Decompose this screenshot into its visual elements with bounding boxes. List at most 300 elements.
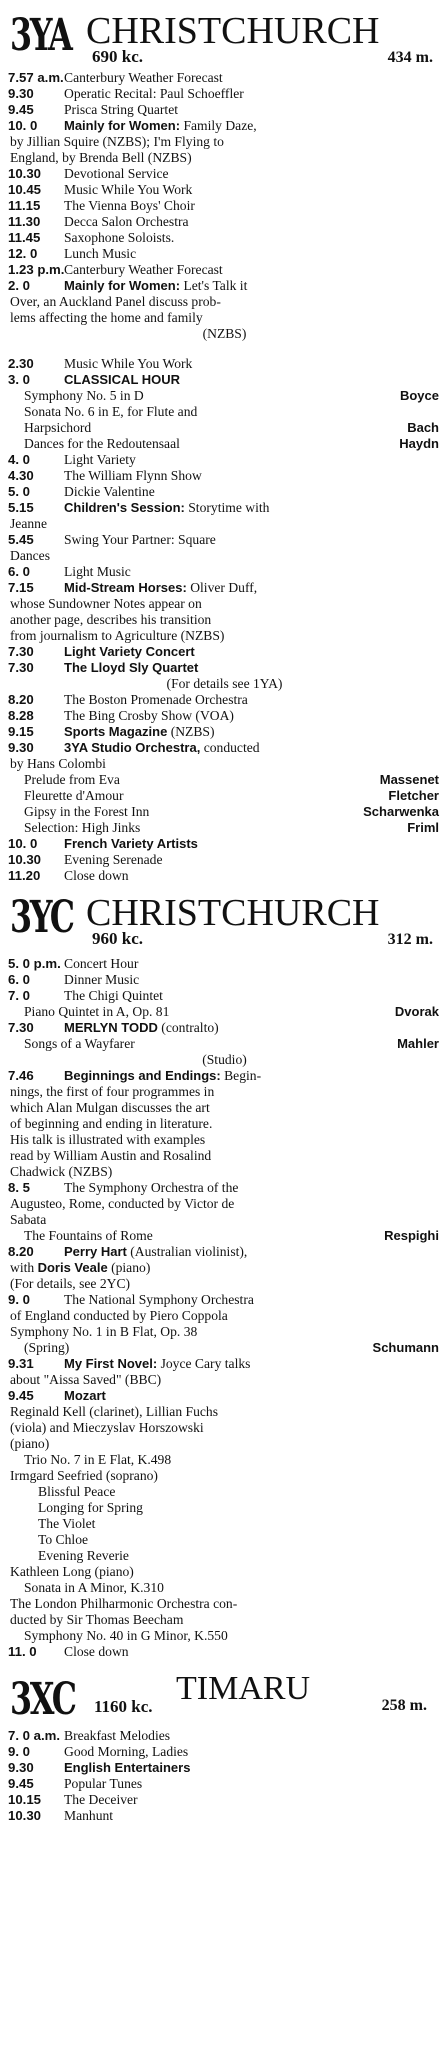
entry-title [64,452,441,468]
entry-row [8,246,441,262]
station-header [8,10,441,66]
work-composer: Massenet [379,772,439,787]
entry-heading: My First Novel: [64,1356,158,1371]
entry-time: 9.15 [8,724,34,739]
entry-title [64,868,441,884]
programme-entry [8,660,441,692]
station-wavelength: 434 m. [387,49,433,66]
entry-title [64,692,441,708]
entry-time: 9. 0 [8,1292,30,1307]
entry-continuation: Sabata [10,1212,47,1227]
entry-row [8,580,441,596]
entry-text: (contralto) [157,1020,219,1035]
station-header [8,892,441,952]
work-composer: Haydn [399,436,439,451]
programme-entry [8,1180,441,1244]
entry-heading: Mainly for Women: [64,278,181,293]
entry-time: 6. 0 [8,564,30,579]
entry-text: Light Music [64,564,131,579]
entry-time: 3. 0 [8,372,30,387]
entry-continuation: another page, describes his transition [10,612,212,627]
entry-row [8,724,441,740]
entry-spacer [8,342,441,356]
programme-entry [8,708,441,724]
programme-entry [8,1356,441,1388]
entry-row [8,1388,441,1404]
entry-title [64,86,441,102]
entry-text: (NZBS) [167,724,215,739]
entry-continuation: England, by Brenda Bell (NZBS) [10,150,192,165]
work-title: Prelude from Eva [24,772,120,787]
programme-entry [8,468,441,484]
entry-note: (NZBS) [202,326,247,341]
entry-heading: Beginnings and Endings: [64,1068,221,1083]
entry-text: Dickie Valentine [64,484,155,499]
programme-entry [8,724,441,740]
work-line [8,1340,441,1356]
entry-text: The Symphony Orchestra of the [64,1180,239,1195]
work-title: Selection: High Jinks [24,820,141,835]
work-title: Dances for the Redoutensaal [24,436,180,451]
entry-title [64,740,441,756]
work-title: Harpsichord [24,420,92,435]
entry-title [64,1808,441,1824]
entry-time: 8.28 [8,708,34,723]
entry-title [64,580,441,596]
entry-row [8,1292,441,1308]
programme-entry [8,452,441,468]
entry-text: Lunch Music [64,246,137,261]
entry-time: 10. 0 [8,118,38,133]
entry-time: 8. 5 [8,1180,30,1195]
entry-title [64,198,441,214]
entry-title [64,564,441,580]
entry-text: Swing Your Partner: Square [64,532,216,547]
programme-entry [8,564,441,580]
programme-entry [8,262,441,278]
entry-time: 7.30 [8,1020,34,1035]
entry-title [64,1020,441,1036]
entry-text: Begin- [220,1068,262,1083]
entry-row [8,1020,441,1036]
entry-row [8,836,441,852]
entry-title [64,468,441,484]
entry-title [64,500,441,516]
programme-entry [8,532,441,564]
work-title: Sonata in A Minor, K.310 [24,1580,164,1595]
work-line [8,404,441,420]
entry-continuation: Dances [10,548,51,563]
entry-text: Evening Serenade [64,852,163,867]
entry-time: 7.15 [8,580,34,595]
entry-text: Joyce Cary talks [157,1356,251,1371]
entry-time: 11.20 [8,868,41,883]
entry-row [8,198,441,214]
entry-time: 7. 0 [8,988,30,1003]
work-title: The Fountains of Rome [24,1228,153,1243]
work-title: Fleurette d'Amour [24,788,124,803]
entry-time: 11.45 [8,230,41,245]
work-composer: Dvorak [394,1004,439,1019]
work-line [8,388,441,404]
entry-heading: Children's Session: [64,500,185,515]
entry-row [8,1776,441,1792]
programme-entry [8,214,441,230]
work-line [8,820,441,836]
entry-time: 9.45 [8,1776,34,1791]
work-line [8,1004,441,1020]
entry-row [8,1356,441,1372]
entry-continuation: (For details, see 2YC) [10,1276,131,1291]
work-line [8,788,441,804]
entry-time: 9. 0 [8,1744,30,1759]
entry-text: The Chigi Quintet [64,988,163,1003]
entry-time: 11. 0 [8,1644,37,1659]
entry-heading: French Variety Artists [64,836,198,851]
work-composer: Bach [407,420,439,435]
programme-entry [8,1728,441,1744]
programme-entry [8,118,441,166]
entry-row [8,1068,441,1084]
entry-title [64,1356,441,1372]
entry-continuation: by Hans Colombi [10,756,106,771]
entry-text: The Bing Crosby Show (VOA) [64,708,234,723]
entry-heading: MERLYN TODD [64,1020,158,1035]
entry-heading: Mid-Stream Horses: [64,580,187,595]
entry-title [64,70,441,86]
programme-entry [8,692,441,708]
entry-row [8,230,441,246]
entry-title [64,660,441,676]
entry-row [8,214,441,230]
work-title: Gipsy in the Forest Inn [24,804,150,819]
entry-continuation: Over, an Auckland Panel discuss prob- [10,294,221,309]
entry-heading: Sports Magazine [64,724,168,739]
entry-row [8,484,441,500]
stations-list [8,10,441,1824]
programme-entry [8,1776,441,1792]
entry-time: 7. 0 a.m. [8,1728,61,1743]
performer-line: The London Philharmonic Orchestra con- [10,1596,238,1611]
entry-text: Popular Tunes [64,1776,143,1791]
entry-time: 10.15 [8,1792,42,1807]
station-city: TIMARU [176,1670,311,1707]
entry-time: 8.20 [8,1244,34,1259]
entry-row [8,1728,441,1744]
entry-row [8,852,441,868]
programme-entry [8,484,441,500]
entry-title [64,1244,441,1260]
entry-text: Light Variety [64,452,136,467]
entry-title [64,1644,441,1660]
entry-row [8,70,441,86]
station-callsign: 3YC [10,892,73,943]
programme-entry [8,278,441,356]
entry-title [64,262,441,278]
entry-continuation: Symphony No. 1 in B Flat, Op. 38 [10,1324,198,1339]
entry-time: 5.15 [8,500,34,515]
entry-title [64,278,441,294]
entry-continuation: (piano) [10,1436,50,1451]
entry-time: 10.45 [8,182,42,197]
entry-heading: Doris Veale [37,1260,108,1275]
entry-continuation: whose Sundowner Notes appear on [10,596,202,611]
entry-text: Close down [64,1644,129,1659]
station-city: CHRISTCHURCH [86,10,380,52]
entry-text: Family Daze, [180,118,257,133]
programme-entry [8,372,441,452]
programme-entry [8,356,441,372]
station-frequency: 1160 kc. [94,1697,153,1716]
programme-entry [8,852,441,868]
station-block [8,892,441,1660]
entry-row [8,356,441,372]
entry-title [64,1744,441,1760]
entry-time: 5.45 [8,532,34,547]
entry-title [64,1388,441,1404]
entry-note: (Studio) [202,1052,247,1067]
entry-time: 11.30 [8,214,41,229]
entry-text: Saxophone Soloists. [64,230,175,245]
entry-text: The William Flynn Show [64,468,202,483]
entry-text: (Australian violinist), [126,1244,248,1259]
station-callsign: 3YA [10,10,71,61]
entry-text: Oliver Duff, [186,580,258,595]
entry-row [8,86,441,102]
entry-row [8,500,441,516]
entry-time: 10. 0 [8,836,38,851]
entry-continuation: which Alan Mulgan discusses the art [10,1100,210,1115]
entry-title [64,166,441,182]
programme-entry [8,1388,441,1644]
station-frequency: 690 kc. [92,47,143,66]
entry-row [8,1792,441,1808]
entry-continuation: His talk is illustrated with examples [10,1132,206,1147]
work-title: Symphony No. 40 in G Minor, K.550 [24,1628,228,1643]
work-line [8,1036,441,1052]
entry-row [8,182,441,198]
entry-title [64,372,441,388]
entry-text: Good Morning, Ladies [64,1744,189,1759]
entry-text: Music While You Work [64,182,193,197]
entry-row [8,660,441,676]
song-title: To Chloe [38,1532,89,1547]
entry-time: 9.30 [8,86,34,101]
song-title: Evening Reverie [38,1548,129,1563]
work-composer: Fletcher [388,788,439,803]
programme-entry [8,1792,441,1808]
work-composer: Scharwenka [363,804,439,819]
work-composer: Mahler [397,1036,439,1051]
entry-row [8,1644,441,1660]
station-header [8,1668,441,1724]
entry-time: 4. 0 [8,452,30,467]
entry-row [8,1760,441,1776]
entry-row [8,1744,441,1760]
entry-text: Operatic Recital: Paul Schoeffler [64,86,244,101]
entry-text: Music While You Work [64,356,193,371]
entry-heading: 3YA Studio Orchestra, [64,740,201,755]
work-line [8,804,441,820]
entry-row [8,452,441,468]
station-wavelength: 258 m. [381,1697,427,1714]
entry-continuation: Augusteo, Rome, conducted by Victor de [10,1196,235,1211]
entry-time: 12. 0 [8,246,38,261]
work-title: Sonata No. 6 in E, for Flute and [24,404,198,419]
entry-time: 6. 0 [8,972,30,987]
song-title: Longing for Spring [38,1500,143,1515]
song-title: Blissful Peace [38,1484,116,1499]
programme-entry [8,246,441,262]
entry-time: 9.31 [8,1356,34,1371]
entry-time: 10.30 [8,1808,42,1823]
entry-text: with [10,1260,38,1275]
entry-text: The Deceiver [64,1792,138,1807]
entry-row [8,278,441,294]
entry-title [64,532,441,548]
entry-continuation: of beginning and ending in literature. [10,1116,213,1131]
entry-continuation: nings, the first of four programmes in [10,1084,215,1099]
entry-row [8,166,441,182]
entry-time: 10.30 [8,852,42,867]
entry-text: (piano) [107,1260,151,1275]
programme-entry [8,86,441,102]
entry-continuation: Jeanne [10,516,47,531]
entry-time: 7.57 a.m. [8,70,64,85]
programme-entry [8,1760,441,1776]
entry-row [8,644,441,660]
entry-text: Close down [64,868,129,883]
programme-entry [8,198,441,214]
programme-entry [8,972,441,988]
entry-text: The National Symphony Orchestra [64,1292,254,1307]
work-line [8,772,441,788]
work-title: (Spring) [24,1340,70,1355]
entry-time: 10.30 [8,166,42,181]
programme-entry [8,102,441,118]
entry-row [8,956,441,972]
entry-text: Prisca String Quartet [64,102,179,117]
entry-text: The Vienna Boys' Choir [64,198,195,213]
entry-continuation: by Jillian Squire (NZBS); I'm Flying to [10,134,224,149]
programme-entry [8,956,441,972]
entry-row [8,1808,441,1824]
entry-text: Decca Salon Orchestra [64,214,189,229]
entry-row [8,372,441,388]
entry-heading: Mozart [64,1388,106,1403]
entry-time: 5. 0 p.m. [8,956,61,971]
entry-heading: Light Variety Concert [64,644,195,659]
performer-line: Kathleen Long (piano) [10,1564,134,1579]
entry-time: 11.15 [8,198,41,213]
entry-row [8,988,441,1004]
entry-title [64,182,441,198]
entry-title [64,246,441,262]
entry-title [64,956,441,972]
station-block [8,1668,441,1824]
entry-title [64,118,441,134]
entry-time: 7.46 [8,1068,34,1083]
entry-row [8,118,441,134]
performer-line: Irmgard Seefried (soprano) [10,1468,158,1483]
entry-continuation: lems affecting the home and family [10,310,203,325]
entry-title [64,1728,441,1744]
entry-continuation: Chadwick (NZBS) [10,1164,113,1179]
work-line [8,1228,441,1244]
entry-text: Breakfast Melodies [64,1728,171,1743]
entry-time: 5. 0 [8,484,30,499]
work-composer: Schumann [372,1340,439,1355]
entry-time: 2.30 [8,356,34,371]
entry-title [64,484,441,500]
entry-heading: The Lloyd Sly Quartet [64,660,199,675]
song-title: The Violet [38,1516,96,1531]
entry-time: 9.30 [8,740,34,755]
entry-row [8,532,441,548]
programme-entry [8,1292,441,1356]
entry-time: 7.30 [8,644,34,659]
work-composer: Friml [407,820,439,835]
entry-text: conducted [200,740,260,755]
entry-continuation: of England conducted by Piero Coppola [10,1308,228,1323]
entry-row [8,102,441,118]
programme-entry [8,1744,441,1760]
entry-title [64,102,441,118]
entry-time: 1.23 p.m. [8,262,64,277]
entry-title [64,1292,441,1308]
entry-time: 9.45 [8,1388,34,1403]
programme-entry [8,1068,441,1180]
entry-heading: Mainly for Women: [64,118,181,133]
entry-continuation [8,1260,441,1276]
programme-entry [8,740,441,836]
station-city: CHRISTCHURCH [86,892,380,934]
entry-time: 9.30 [8,1760,34,1775]
entry-title [64,708,441,724]
entry-note: (For details see 1YA) [166,676,283,691]
entry-continuation: about "Aissa Saved" (BBC) [10,1372,162,1387]
entry-time: 7.30 [8,660,34,675]
programme-entry [8,868,441,884]
entry-title [64,1792,441,1808]
entry-text: Devotional Service [64,166,169,181]
entry-row [8,740,441,756]
station-frequency: 960 kc. [92,929,143,948]
entry-continuation: Reginald Kell (clarinet), Lillian Fuchs [10,1404,219,1419]
entry-title [64,988,441,1004]
work-title: Symphony No. 5 in D [24,388,144,403]
entry-text: Canterbury Weather Forecast [64,262,223,277]
entry-title [64,1068,441,1084]
work-line [8,436,441,452]
work-composer: Boyce [399,388,439,403]
entry-title [64,214,441,230]
entry-text: Canterbury Weather Forecast [64,70,223,85]
entry-text: Manhunt [64,1808,114,1823]
entry-title [64,972,441,988]
programme-entry [8,988,441,1020]
entry-text: Dinner Music [64,972,140,987]
work-line [8,420,441,436]
programme-entry [8,1244,441,1292]
entry-heading: Perry Hart [64,1244,127,1259]
entry-title [64,644,441,660]
entry-continuation: from journalism to Agriculture (NZBS) [10,628,225,643]
entry-heading: CLASSICAL HOUR [64,372,181,387]
entry-title [64,852,441,868]
programme-entry [8,70,441,86]
entry-time: 9.45 [8,102,34,117]
